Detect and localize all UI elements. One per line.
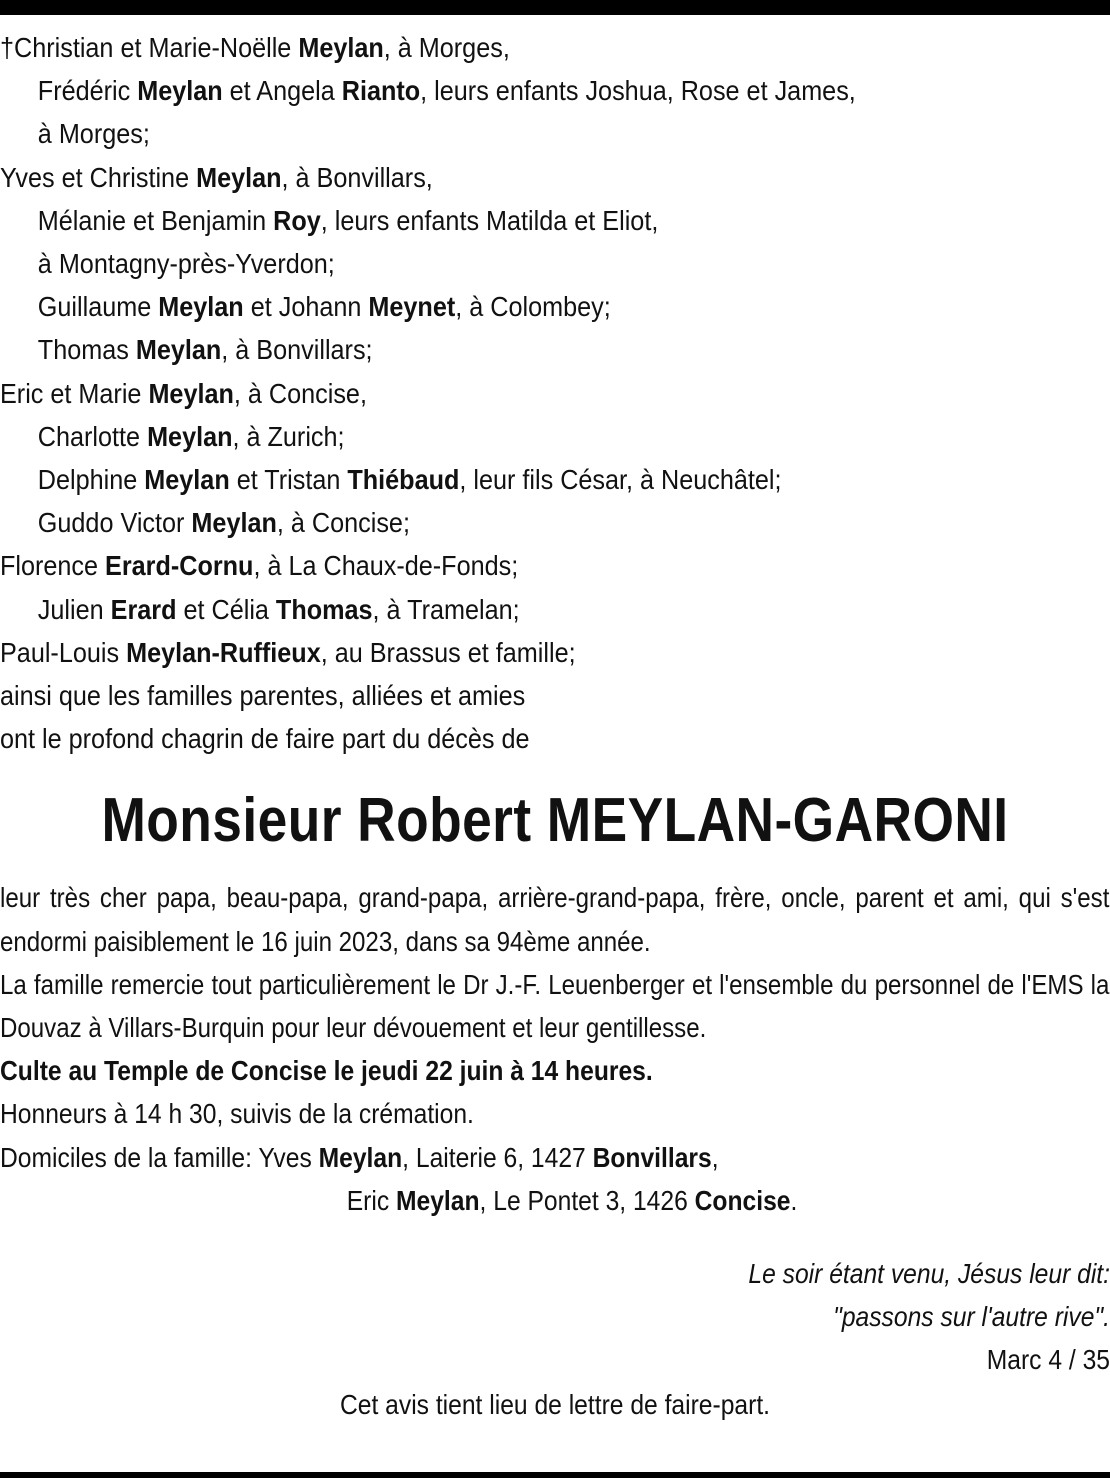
text-segment: , leurs enfants Joshua, Rose et James, [420,75,856,107]
text-segment: , à La Chaux-de-Fonds; [253,550,519,582]
family-line [0,156,1110,199]
family-line [0,112,1110,155]
surname: Thomas [275,593,373,625]
family-line [0,717,1110,760]
surname: Meylan [396,1184,480,1216]
surname: Erard [110,593,177,625]
quote-reference: Marc 4 / 35 [986,1344,1110,1376]
text-segment: , à Bonvillars, [281,161,433,193]
domicile-line-1 [0,1136,1109,1179]
top-rule [0,0,1110,15]
surname: Meylan [158,291,244,323]
quote-line-2: "passons sur l'autre rive". [833,1301,1110,1333]
footer-notice: Cet avis tient lieu de lettre de faire-part. [339,1389,771,1421]
text-segment: Thomas [37,334,136,366]
text-segment: †Christian et Marie-Noëlle [0,32,299,63]
surname: Thiébaud [347,464,460,496]
domicile-line-2 [0,1179,1110,1222]
text-segment: , à Zurich; [232,420,345,452]
quote-line-1: Le soir étant venu, Jésus leur dit: [748,1258,1110,1290]
surname: Meylan [298,32,384,63]
text-segment: Frédéric [37,75,138,107]
text-segment: , leurs enfants Matilda et Eliot, [320,204,659,236]
text-segment: , à Tramelan; [372,593,520,625]
bible-quote [133,1252,1110,1338]
family-line [0,285,1110,328]
honours-info: Honneurs à 14 h 30, suivis de la crémation. [0,1098,474,1130]
text-segment: ont le profond chagrin de faire part du décès de [0,723,530,755]
text-segment: , à Concise; [276,507,410,539]
text-segment: Florence [0,550,106,582]
family-line [0,674,1110,717]
surname: Meylan [196,161,282,193]
family-line [0,415,1110,458]
family-list [0,26,1110,760]
surname: Roy [273,204,321,236]
family-line [0,69,1110,112]
service-line: Culte au Temple de Concise le jeudi 22 juin à 14 heures. [0,1055,653,1087]
text-segment: et Tristan [229,464,348,496]
surname: Meylan-Ruffieux [126,636,321,668]
obituary-notice [0,26,1110,1426]
surname: Meylan [144,464,230,496]
text-segment: à Morges; [37,118,150,150]
text-segment: , leur fils César, à Neuchâtel; [459,464,782,496]
family-line [0,458,1110,501]
text-segment: Charlotte [37,420,148,452]
text-segment: , à Morges, [383,32,510,63]
family-line [0,372,1110,415]
surname: Meylan [147,420,233,452]
text-segment: Yves et Christine [0,161,197,193]
deceased-name: Monsieur Robert MEYLAN-GARONI [101,786,1009,856]
family-line [0,631,1110,674]
text-segment: , [711,1141,719,1173]
text-segment: , à Colombey; [455,291,611,323]
text-segment: ainsi que les familles parentes, alliées et amies [0,680,526,712]
family-line [0,588,1110,631]
surname: Meylan [137,75,223,107]
surname: Meylan [191,507,277,539]
surname: Meylan [318,1141,403,1173]
surname: Concise [694,1184,791,1216]
family-line [0,199,1110,242]
text-segment: et Célia [176,593,276,625]
thanks-paragraph: La famille remercie tout particulièrement le Dr J.-F. Leuenberger et l'ensemble du personnel de l'EMS la Douvaz à Villars-Burquin pour leur dévouement et leur gentillesse. [0,968,1110,1044]
surname: Bonvillars [592,1141,712,1173]
text-segment: Guillaume [37,291,159,323]
text-segment: , à Bonvillars; [221,334,373,366]
family-line [0,501,1110,544]
text-segment: Delphine [37,464,145,496]
text-segment: Guddo Victor [37,507,192,539]
surname: Meynet [368,291,456,323]
bottom-rule [0,1472,1110,1478]
text-segment: , Laiterie 6, 1427 [402,1141,593,1173]
text-segment: Eric [346,1184,396,1216]
text-segment: Julien [37,593,111,625]
tribute-paragraph: leur très cher papa, beau-papa, grand-papa, arrière-grand-papa, frère, oncle, parent et ami, qui s'est endormi paisiblement le 16 juin 2023, dans sa 94ème année. [0,882,1110,957]
text-segment: à Montagny-près-Yverdon; [37,248,335,280]
text-segment: Paul-Louis [0,636,127,668]
text-segment: Domiciles de la famille: Yves [0,1141,319,1173]
text-segment: , à Concise, [233,377,367,409]
text-segment: et Johann [243,291,369,323]
text-segment: , Le Pontet 3, 1426 [479,1184,695,1216]
text-segment: , au Brassus et famille; [320,636,576,668]
text-segment: et Angela [222,75,342,107]
surname: Rianto [341,75,421,107]
surname: Erard-Cornu [105,550,254,582]
text-segment: Eric et Marie [0,377,149,409]
surname: Meylan [148,377,234,409]
family-line [0,242,1110,285]
surname: Meylan [135,334,222,366]
text-segment: Mélanie et Benjamin [37,204,274,236]
family-line [0,544,1110,587]
family-line [0,26,1110,69]
text-segment: . [790,1184,798,1216]
service-info [0,1049,1109,1092]
family-line [0,328,1110,371]
